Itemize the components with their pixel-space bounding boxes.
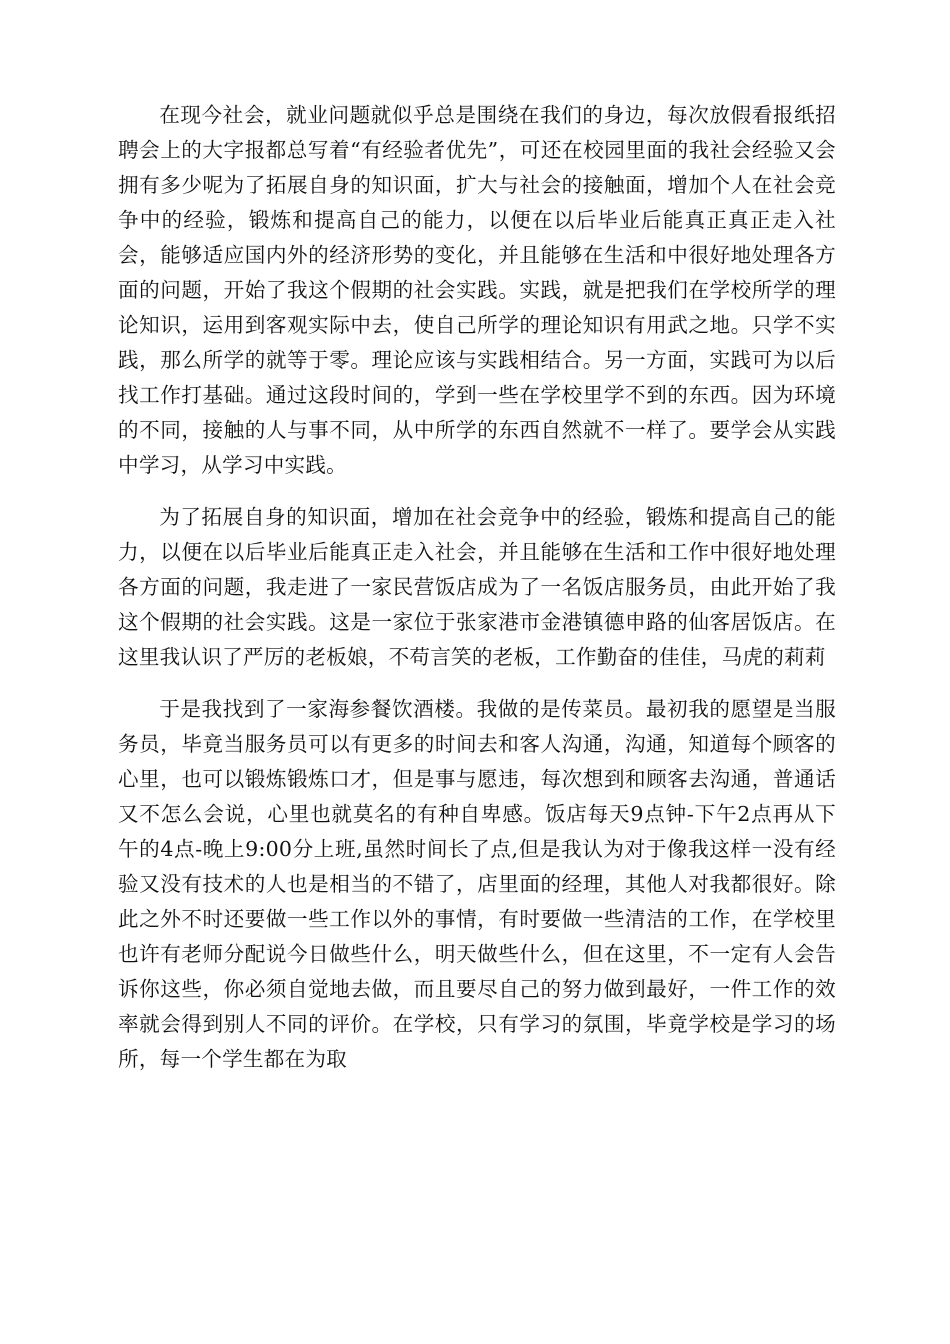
- paragraph-2: 为了拓展自身的知识面，增加在社会竞争中的经验，锻炼和提高自己的能力，以便在以后毕业后能真正走入社会，并且能够在生活和工作中很好地处理各方面的问题，我走进了一家民营饭店成为了一名饭店服务员，由此开始了我这个假期的社会实践。这是一家位于张家港市金港镇德申路的仙客居饭店。在这里我认识了严厉的老板娘，不苟言笑的老板，工作勤奋的佳佳，马虎的莉莉: [118, 505, 836, 669]
- document-page: [118, 98, 836, 1278]
- paragraph-1: 在现今社会，就业问题就似乎总是围绕在我们的身边，每次放假看报纸招聘会上的大字报都总写着“有经验者优先”，可还在校园里面的我社会经验又会拥有多少呢为了拓展自身的知识面，扩大与社会的接触面，增加个人在社会竞争中的经验，锻炼和提高自己的能力，以便在以后毕业后能真正真正走入社会，能够适应国内外的经济形势的变化，并且能够在生活和中很好地处理各方面的问题，开始了我这个假期的社会实践。实践，就是把我们在学校所学的理论知识，运用到客观实际中去，使自己所学的理论知识有用武之地。只学不实践，那么所学的就等于零。理论应该与实践相结合。另一方面，实践可为以后找工作打基础。通过这段时间的，学到一些在学校里学不到的东西。因为环境的不同，接触的人与事不同，从中所学的东西自然就不一样了。要学会从实践中学习，从学习中实践。: [118, 103, 836, 477]
- paragraph-3: 于是我找到了一家海参餐饮酒楼。我做的是传菜员。最初我的愿望是当服务员，毕竟当服务员可以有更多的时间去和客人沟通，沟通，知道每个顾客的心里，也可以锻炼锻炼口才，但是事与愿违，每次想到和顾客去沟通，普通话又不怎么会说，心里也就莫名的有种自卑感。饭店每天9点钟-下午2点再从下午的4点-晚上9:00分上班,虽然时间长了点,但是我认为对于像我这样一没有经验又没有技术的人也是相当的不错了，店里面的经理，其他人对我都很好。除此之外不时还要做一些工作以外的事情，有时要做一些清洁的工作，在学校里也许有老师分配说今日做些什么，明天做些什么，但在这里，不一定有人会告诉你这些，你必须自觉地去做，而且要尽自己的努力做到最好，一件工作的效率就会得到别人不同的评价。在学校，只有学习的氛围，毕竟学校是学习的场所，每一个学生都在为取: [118, 697, 836, 1071]
